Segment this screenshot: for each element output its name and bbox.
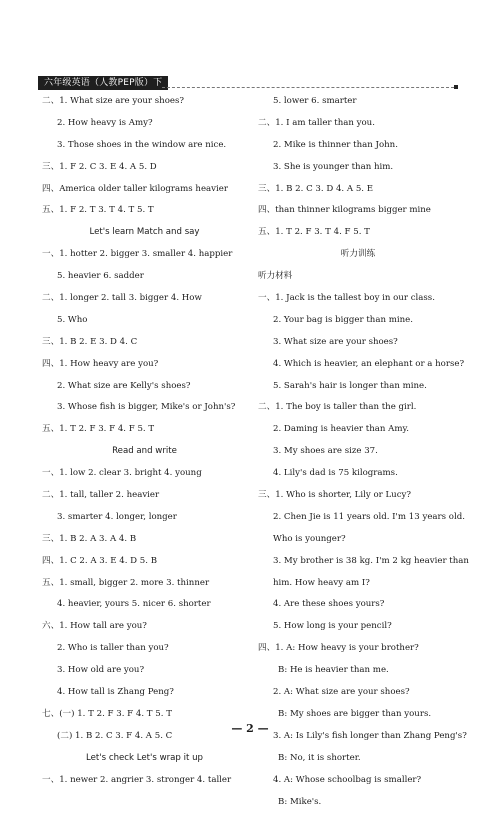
- answer-line: 3. Whose fish is bigger, Mike's or John's?: [57, 402, 236, 413]
- answer-line: 三、1. B 2. C 3. D 4. A 5. E: [258, 183, 374, 194]
- answer-line: 四、1. C 2. A 3. E 4. D 5. B: [42, 555, 158, 566]
- answer-line: B: He is heavier than me.: [278, 665, 389, 676]
- answer-line: 3. A: Is Lily's fish longer than Zhang Peng's?: [273, 730, 467, 741]
- answer-line: 四、America older taller kilograms heavier: [42, 183, 228, 194]
- answer-line: 三、1. Who is shorter, Lily or Lucy?: [258, 490, 411, 501]
- answer-line: 五、1. T 2. F 3. T 4. F 5. T: [258, 227, 370, 238]
- answer-line: B: My shoes are bigger than yours.: [278, 708, 432, 719]
- answer-line: B: No, it is shorter.: [278, 752, 361, 763]
- answer-line: 二、1. longer 2. tall 3. bigger 4. How: [42, 293, 202, 304]
- header-dotted-rule: [162, 87, 454, 88]
- answer-line: 3. smarter 4. longer, longer: [57, 511, 177, 522]
- answer-line: 二、1. The boy is taller than the girl.: [258, 402, 417, 413]
- answer-line: 一、1. hotter 2. bigger 3. smaller 4. happier: [42, 249, 233, 260]
- answer-line: 3. What size are your shoes?: [273, 336, 398, 347]
- answer-line: 2. Chen Jie is 11 years old. I'm 13 years old.: [273, 511, 465, 522]
- page-header-title: 六年级英语（人教PEP版）下: [38, 76, 168, 90]
- answer-line: 4. A: Whose schoolbag is smaller?: [273, 774, 422, 785]
- answer-line: 5. Who: [57, 314, 88, 325]
- answer-line: 5. heavier 6. sadder: [57, 271, 144, 282]
- answer-line: 一、1. newer 2. angrier 3. stronger 4. taller: [42, 774, 232, 785]
- header-rule-end-mark: [454, 85, 458, 89]
- answer-line: 4. Which is heavier, an elephant or a horse?: [273, 358, 465, 369]
- section-heading: Read and write: [112, 446, 177, 457]
- answer-line: 4. Are these shoes yours?: [273, 599, 385, 610]
- answer-line: 三、1. B 2. E 3. D 4. C: [42, 336, 138, 347]
- answer-line: 四、1. How heavy are you?: [42, 358, 159, 369]
- answer-line: 四、than thinner kilograms bigger mine: [258, 205, 431, 216]
- answer-line: 3. She is younger than him.: [273, 161, 394, 172]
- section-heading: 听力材料: [258, 271, 293, 282]
- answer-line: 五、1. T 2. F 3. F 4. F 5. T: [42, 424, 155, 435]
- right-column: [258, 96, 469, 818]
- answer-line: 5. How long is your pencil?: [273, 621, 392, 632]
- answer-line: (二) 1. B 2. C 3. F 4. A 5. C: [57, 730, 173, 741]
- answer-line: 二、1. What size are your shoes?: [42, 96, 184, 106]
- answer-line: 3. My brother is 38 kg. I'm 2 kg heavier than: [273, 555, 469, 566]
- answer-line: 一、1. Jack is the tallest boy in our class.: [258, 293, 435, 304]
- answer-line: 四、1. A: How heavy is your brother?: [258, 643, 419, 654]
- answer-line: 3. Those shoes in the window are nice.: [57, 139, 227, 150]
- answer-line: 三、1. F 2. C 3. E 4. A 5. D: [42, 161, 157, 172]
- section-heading: Let's check Let's wrap it up: [85, 752, 204, 763]
- answer-line: 三、1. B 2. A 3. A 4. B: [42, 533, 137, 544]
- answer-line: 2. How heavy is Amy?: [57, 117, 153, 128]
- answer-line: 5. Sarah's hair is longer than mine.: [273, 380, 427, 391]
- answer-line: 3. My shoes are size 37.: [273, 446, 378, 457]
- answer-line: 六、1. How tall are you?: [42, 621, 147, 632]
- answer-line: 5. lower 6. smarter: [273, 96, 357, 106]
- answer-line: 2. What size are Kelly's shoes?: [57, 380, 191, 391]
- answer-line: B: Mike's.: [278, 796, 322, 807]
- answer-line: 2. A: What size are your shoes?: [273, 687, 410, 698]
- answer-line: 4. Lily's dad is 75 kilograms.: [273, 468, 398, 479]
- answer-line: 七、(一) 1. T 2. F 3. F 4. T 5. T: [42, 708, 172, 719]
- answer-line: 二、1. I am taller than you.: [258, 117, 375, 128]
- answer-line: 一、1. low 2. clear 3. bright 4. young: [42, 468, 202, 479]
- section-heading: 听力训练: [340, 249, 376, 260]
- section-heading: Let's learn Match and say: [89, 227, 200, 238]
- answer-line: 2. Daming is heavier than Amy.: [273, 424, 409, 435]
- answer-line: 2. Your bag is bigger than mine.: [273, 314, 413, 325]
- answer-line: 五、1. small, bigger 2. more 3. thinner: [42, 577, 210, 588]
- answer-line: 二、1. tall, taller 2. heavier: [42, 490, 160, 501]
- answer-line: him. How heavy am I?: [273, 577, 370, 588]
- answer-line: 2. Who is taller than you?: [57, 643, 169, 654]
- answer-line: 2. Mike is thinner than John.: [273, 139, 398, 150]
- answer-line: Who is younger?: [273, 533, 346, 544]
- answer-line: 3. How old are you?: [57, 665, 145, 676]
- page-number: — 2 —: [231, 722, 269, 735]
- answer-line: 五、1. F 2. T 3. T 4. T 5. T: [42, 205, 154, 216]
- answer-line: 4. heavier, yours 5. nicer 6. shorter: [57, 599, 211, 610]
- answer-line: 4. How tall is Zhang Peng?: [57, 687, 174, 698]
- left-column: [42, 96, 247, 797]
